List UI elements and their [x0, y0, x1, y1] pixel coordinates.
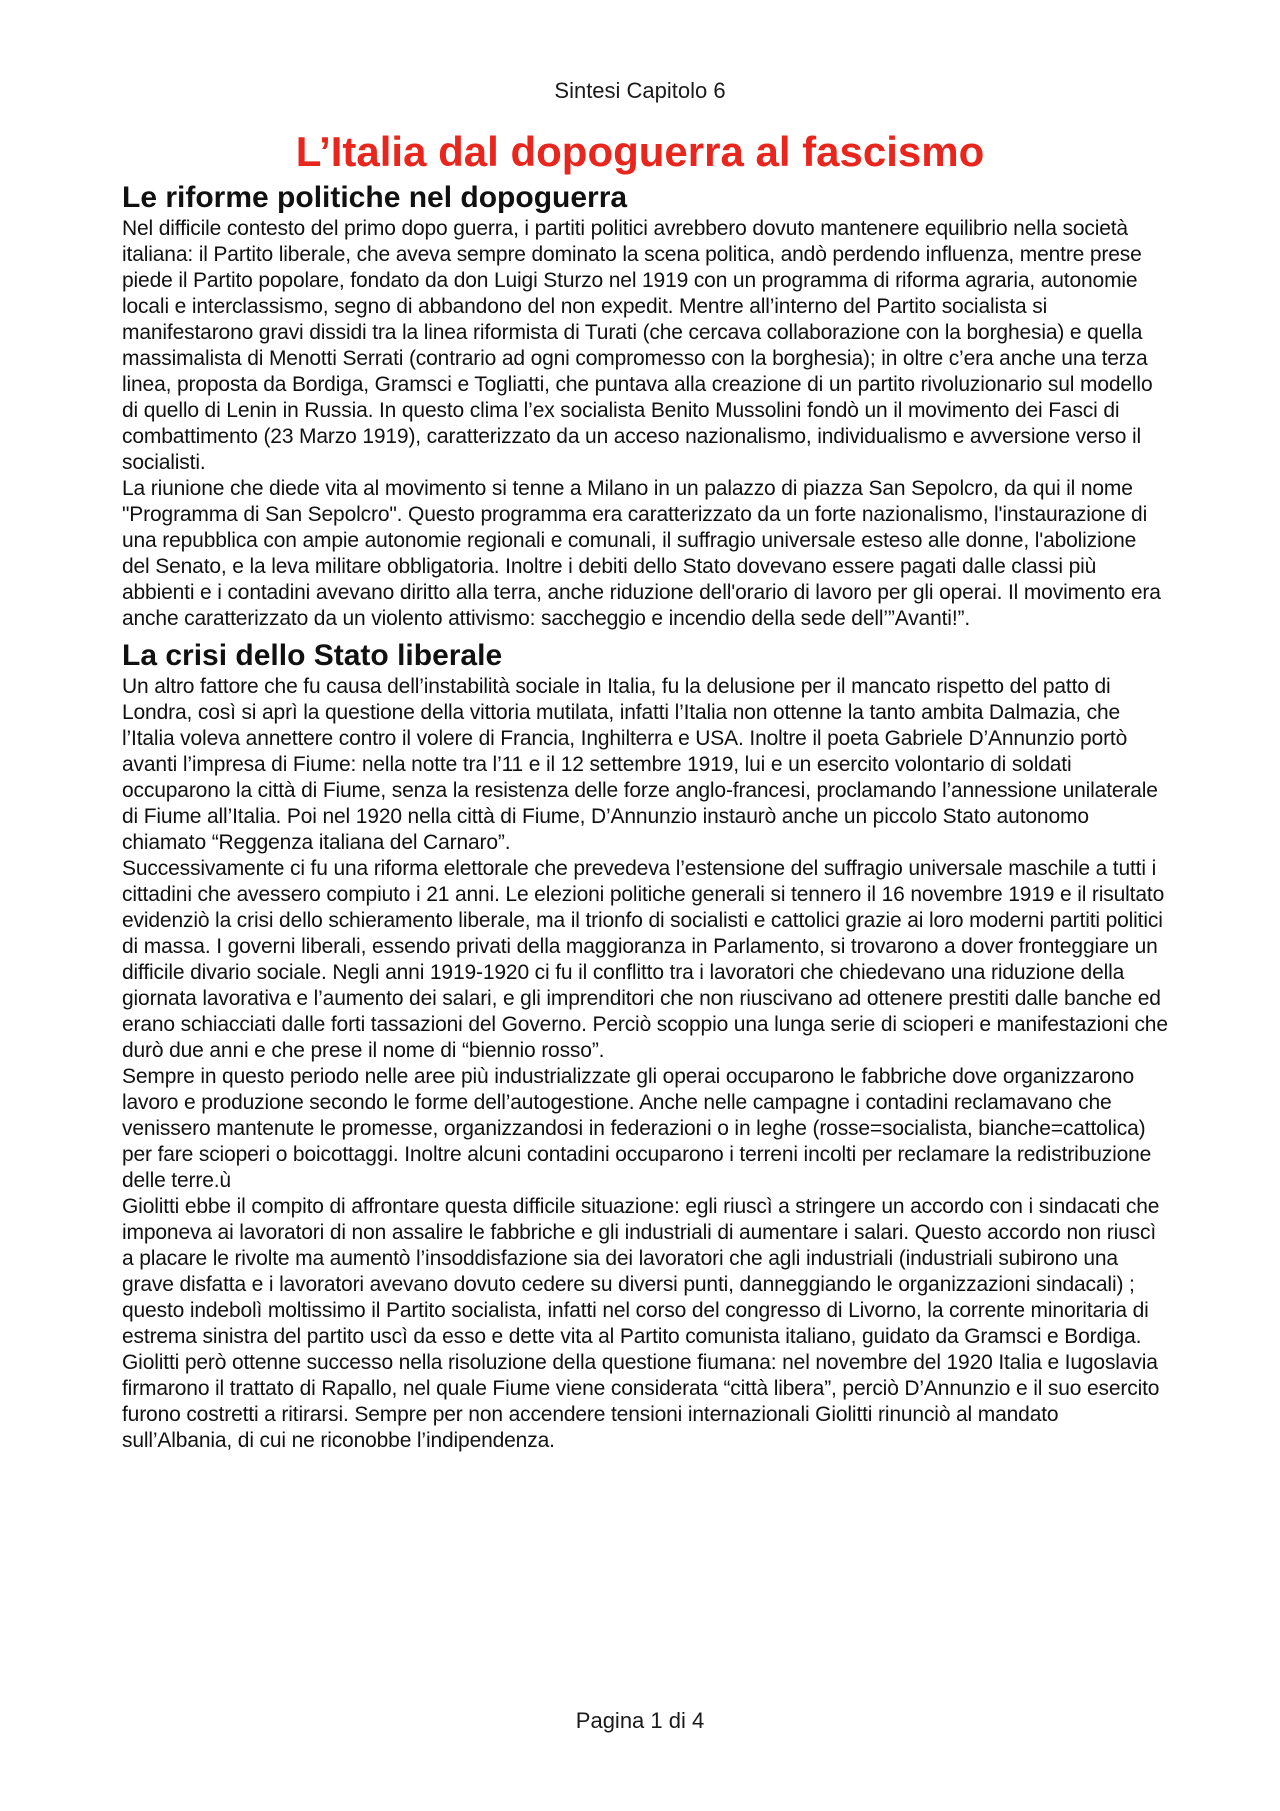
document-content [122, 180, 1168, 1460]
section-body: Un altro fattore che fu causa dell’instabilità sociale in Italia, fu la delusione per il mancato rispetto del patto di Londra, così si aprì la questione della vittoria mutilata, infatti l’Italia non ottenne la tanto ambita Dalmazia, che l’Italia voleva annettere contro il volere di Francia, Inghilterra e USA. Inoltre il poeta Gabriele D’Annunzio portò avanti l’impresa di Fiume: nella notte tra l’11 e il 12 settembre 1919, lui e un esercito volontario di soldati occuparono la città di Fiume, senza la resistenza delle forze anglo-francesi, proclamando l’annessione unilaterale di Fiume all’Italia. Poi nel 1920 nella città di Fiume, D’Annunzio instaurò anche un piccolo Stato autonomo chiamato “Reggenza italiana del Carnaro”. Successivamente ci fu una riforma elettorale che prevedeva l’estensione del suffragio universale maschile a tutti i cittadini che avessero compiuto i 21 anni. Le elezioni politiche generali si tennero il 16 novembre 1919 e il risultato evidenziò la crisi dello schieramento liberale, ma il trionfo di socialisti e cattolici grazie ai loro moderni partiti politici di massa. I governi liberali, essendo privati della maggioranza in Parlamento, si trovarono a dover fronteggiare un difficile divario sociale. Negli anni 1919-1920 ci fu il conflitto tra i lavoratori che chiedevano una riduzione della giornata lavorativa e l’aumento dei salari, e gli imprenditori che non riuscivano ad ottenere prestiti dalle banche ed erano schiacciati dalle forti tassazioni del Governo. Perciò scoppio una lunga serie di scioperi e manifestazioni che durò due anni e che prese il nome di “biennio rosso”. Sempre in questo periodo nelle aree più industrializzate gli operai occuparono le fabbriche dove organizzarono lavoro e produzione secondo le forme dell’autogestione. Anche nelle campagne i contadini reclamavano che venissero mantenute le promesse, organizzandosi in federazioni o in leghe (rosse=socialista, bianche=cattolica) per fare scioperi o boicottaggi. Inoltre alcuni contadini occuparono i terreni incolti per reclamare la redistribuzione delle terre.ù Giolitti ebbe il compito di affrontare questa difficile situazione: egli riuscì a stringere un accordo con i sindacati che imponeva ai lavoratori di non assalire le fabbriche e gli industriali di aumentare i salari. Questo accordo non riuscì a placare le rivolte ma aumentò l’insoddisfazione sia dei lavoratori che agli industriali (industriali subirono una grave disfatta e i lavoratori avevano dovuto cedere su diversi punti, danneggiando le organizzazioni sindacali) ; questo indebolì moltissimo il Partito socialista, infatti nel corso del congresso di Livorno, la corrente minoritaria di estrema sinistra del partito uscì da esso e dette vita al Partito comunista italiano, guidato da Gramsci e Bordiga. Giolitti però ottenne successo nella risoluzione della questione fiumana: nel novembre del 1920 Italia e Iugoslavia firmarono il trattato di Rapallo, nel quale Fiume viene considerata “città libera”, perciò D’Annunzio e il suo esercito furono costretti a ritirarsi. Sempre per non accendere tensioni internazionali Giolitti rinunciò al mandato sull’Albania, di cui ne riconobbe l’indipendenza. [122, 675, 1168, 1452]
section-crisi-stato-liberale [122, 638, 1168, 1454]
section-heading: La crisi dello Stato liberale [122, 639, 503, 672]
section-body: Nel difficile contesto del primo dopo guerra, i partiti politici avrebbero dovuto mantenere equilibrio nella società italiana: il Partito liberale, che aveva sempre dominato la scena politica, andò perdendo influenza, mentre prese piede il Partito popolare, fondato da don Luigi Sturzo nel 1919 con un programma di riforma agraria, autonomie locali e interclassismo, segno di abbandono del non expedit. Mentre all’interno del Partito socialista si manifestarono gravi dissidi tra la linea riformista di Turati (che cercava collaborazione con la borghesia) e quella massimalista di Menotti Serrati (contrario ad ogni compromesso con la borghesia); in oltre c’era anche una terza linea, proposta da Bordiga, Gramsci e Togliatti, che puntava alla creazione di un partito rivoluzionario sul modello di quello di Lenin in Russia. In questo clima l’ex socialista Benito Mussolini fondò un il movimento dei Fasci di combattimento (23 Marzo 1919), caratterizzato da un acceso nazionalismo, individualismo e avversione verso il socialisti. La riunione che diede vita al movimento si tenne a Milano in un palazzo di piazza San Sepolcro, da qui il nome "Programma di San Sepolcro". Questo programma era caratterizzato da un forte nazionalismo, l'instaurazione di una repubblica con ampie autonomie regionali e comunali, il suffragio universale esteso alle donne, l'abolizione del Senato, e la leva militare obbligatoria. Inoltre i debiti dello Stato dovevano essere pagati dalle classi più abbienti e i contadini avevano diritto alla terra, anche riduzione dell'orario di lavoro per gli operai. Il movimento era anche caratterizzato da un violento attivismo: saccheggio e incendio della sede dell’”Avanti!”. [122, 217, 1161, 630]
running-header: Sintesi Capitolo 6 [554, 78, 726, 103]
section-heading: Le riforme politiche nel dopoguerra [122, 181, 628, 214]
document-title: L’Italia dal dopoguerra al fascismo [295, 128, 985, 175]
section-riforme-politiche [122, 180, 1168, 632]
page-number: Pagina 1 di 4 [575, 1708, 705, 1733]
